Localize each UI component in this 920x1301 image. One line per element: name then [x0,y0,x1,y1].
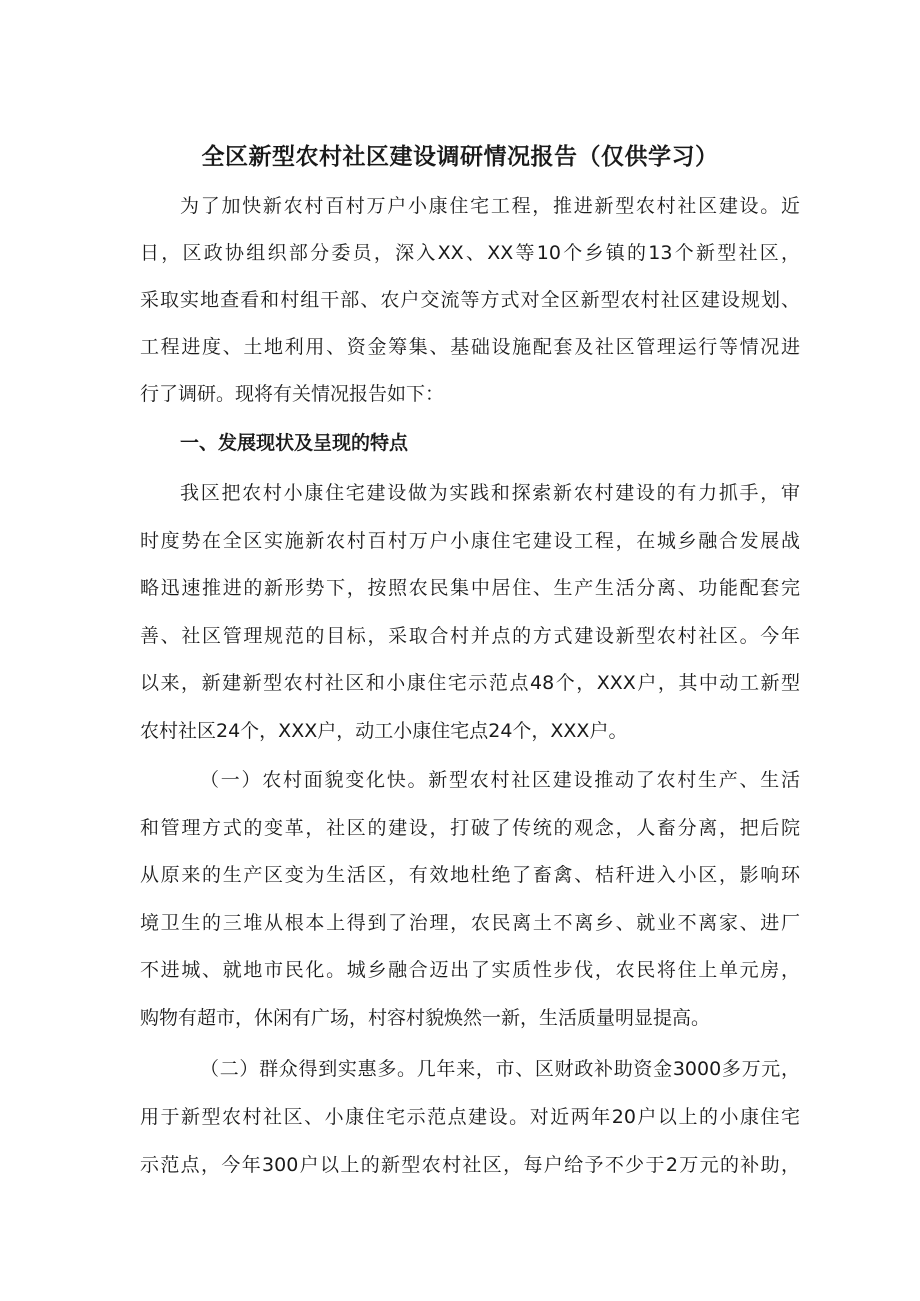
document-title: 全区新型农村社区建设调研情况报告（仅供学习） [201,144,719,170]
point1-line-3: 从原来的生产区变为生活区，有效地杜绝了畜禽、桔秆进入小区，影响环 [140,864,800,886]
section1-line-5: 以来，新建新型农村社区和小康住宅示范点48个，XXX户，其中动工新型 [140,672,800,694]
point1-line-4: 境卫生的三堆从根本上得到了治理，农民离土不离乡、就业不离家、进厂 [140,912,800,934]
intro-line-5: 行了调研。现将有关情况报告如下： [140,383,445,405]
point1-line-1: （一）农村面貌变化快。新型农村社区建设推动了农村生产、生活 [200,769,800,791]
intro-line-2: 日，区政协组织部分委员，深入XX、XX等10个乡镇的13个新型社区， [140,242,800,264]
point2-line-1: （二）群众得到实惠多。几年来，市、区财政补助资金3000多万元， [200,1058,800,1080]
section1-line-2: 时度势在全区实施新农村百村万户小康住宅建设工程，在城乡融合发展战 [140,530,800,552]
point2-line-3: 示范点，今年300户以上的新型农村社区，每户给予不少于2万元的补助， [140,1154,800,1176]
section1-line-3: 略迅速推进的新形势下，按照农民集中居住、生产生活分离、功能配套完 [140,577,800,599]
intro-line-1: 为了加快新农村百村万户小康住宅工程，推进新型农村社区建设。近 [180,195,800,217]
point1-line-5: 不进城、就地市民化。城乡融合迈出了实质性步伐，农民将住上单元房， [140,959,800,981]
point2-line-2: 用于新型农村社区、小康住宅示范点建设。对近两年20户以上的小康住宅 [140,1106,800,1128]
section1-line-4: 善、社区管理规范的目标，采取合村并点的方式建设新型农村社区。今年 [140,625,800,647]
point1-line-2: 和管理方式的变革，社区的建设，打破了传统的观念，人畜分离，把后院 [140,817,800,839]
section1-line-1: 我区把农村小康住宅建设做为实践和探索新农村建设的有力抓手，审 [180,482,800,504]
section-heading: 一、发展现状及呈现的特点 [180,432,409,454]
intro-line-4: 工程进度、土地利用、资金筹集、基础设施配套及社区管理运行等情况进 [140,336,800,358]
point1-line-6: 购物有超市，休闲有广场，村容村貌焕然一新，生活质量明显提高。 [140,1007,711,1029]
section1-line-6: 农村社区24个，XXX户，动工小康住宅点24个，XXX户。 [140,720,628,742]
intro-line-3: 采取实地查看和村组干部、农户交流等方式对全区新型农村社区建设规划、 [140,289,800,311]
